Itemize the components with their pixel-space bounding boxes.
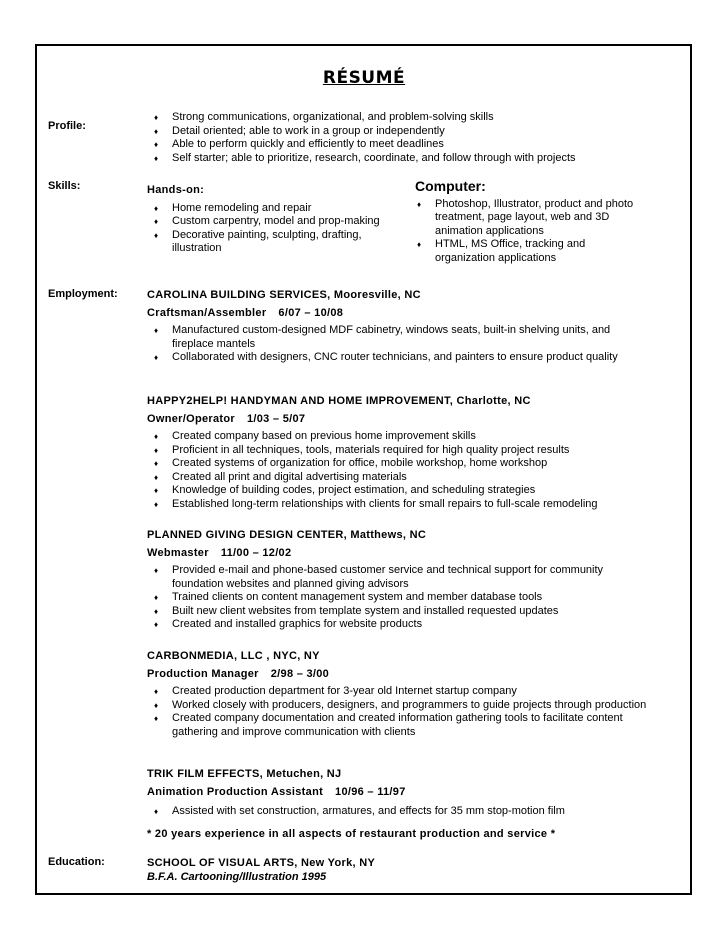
list-item: ♦ Created company based on previous home improvement skills — [147, 430, 647, 444]
job-entry — [147, 395, 647, 511]
job-dates: 6/07 – 10/08 — [278, 306, 344, 319]
list-item: ♦ Decorative painting, sculpting, drafting, illustration — [147, 229, 397, 256]
list-item: ♦ Able to perform quickly and efficiently to meet deadlines — [147, 138, 647, 152]
employment-label: Employment: — [48, 288, 118, 300]
list-item: ♦ Collaborated with designers, CNC router technicians, and painters to ensure product quality — [147, 351, 647, 365]
job-role — [147, 668, 647, 682]
list-item: ♦ HTML, MS Office, tracking and organization applications — [410, 238, 635, 265]
list-item: ♦ Trained clients on content management system and member database tools — [147, 591, 647, 605]
list-item: ♦ Provided e-mail and phone-based customer service and technical support for community foundation websites and planned giving advisors — [147, 564, 647, 591]
role-title: Webmaster — [147, 546, 209, 559]
list-item: ♦ Created and installed graphics for website products — [147, 618, 647, 632]
list-item: ♦ Photoshop, Illustrator, product and photo treatment, page layout, web and 3D animation applications — [410, 198, 635, 239]
job-entry — [147, 650, 647, 739]
job-role — [147, 413, 647, 427]
company-name: HAPPY2HELP! HANDYMAN AND HOME IMPROVEMENT, Charlotte, NC — [147, 395, 531, 407]
profile-section — [147, 111, 647, 165]
list-item: ♦ Created company documentation and created information gathering tools to facilitate content gathering and improve communication with clients — [147, 712, 647, 739]
list-item: ♦ Proficient in all techniques, tools, materials required for high quality project results — [147, 444, 647, 458]
job-role — [147, 547, 647, 561]
company-name: TRIK FILM EFFECTS, Metuchen, NJ — [147, 768, 342, 780]
job-dates: 1/03 – 5/07 — [246, 412, 306, 425]
role-title: Production Manager — [147, 667, 259, 680]
job-entry — [147, 289, 647, 365]
list-item: ♦ Home remodeling and repair — [147, 202, 397, 216]
role-title: Owner/Operator — [147, 412, 235, 425]
company-name: CAROLINA BUILDING SERVICES, Mooresville, NC — [147, 289, 421, 301]
education-label: Education: — [48, 856, 105, 868]
handson-heading: Hands-on: — [147, 184, 205, 196]
degree: B.F.A. Cartooning/Illustration 1995 — [147, 870, 327, 883]
job-entry — [147, 768, 647, 819]
list-item: ♦ Created systems of organization for office, mobile workshop, home workshop — [147, 457, 647, 471]
list-item: ♦ Manufactured custom-designed MDF cabinetry, windows seats, built-in shelving units, and fireplace mantels — [147, 324, 647, 351]
job-role — [147, 307, 647, 321]
list-item: ♦ Created production department for 3-year old Internet startup company — [147, 685, 647, 699]
education-entry — [147, 857, 647, 884]
role-title: Animation Production Assistant — [147, 785, 324, 798]
school-name: SCHOOL OF VISUAL ARTS, New York, NY — [147, 857, 376, 869]
list-item: ♦ Created all print and digital advertising materials — [147, 471, 647, 485]
job-role — [147, 786, 647, 800]
skills-handson — [147, 184, 397, 256]
restaurant-note: * 20 years experience in all aspects of restaurant production and service * — [147, 828, 556, 840]
job-entry — [147, 529, 647, 632]
company-name: PLANNED GIVING DESIGN CENTER, Matthews, NC — [147, 529, 427, 541]
profile-label: Profile: — [48, 120, 86, 132]
list-item: ♦ Strong communications, organizational, and problem-solving skills — [147, 111, 647, 125]
job-dates: 10/96 – 11/97 — [335, 785, 406, 798]
job-dates: 2/98 – 3/00 — [270, 667, 330, 680]
skills-label: Skills: — [48, 180, 81, 192]
job-dates: 11/00 – 12/02 — [220, 546, 292, 559]
list-item: ♦ Built new client websites from template system and installed requested updates — [147, 605, 647, 619]
computer-heading: Computer: — [415, 178, 486, 194]
list-item: ♦ Assisted with set construction, armatures, and effects for 35 mm stop-motion film — [147, 805, 647, 819]
page-title: RÉSUMÉ — [322, 68, 406, 88]
list-item: ♦ Established long-term relationships with clients for small repairs to full-scale remodeling — [147, 498, 647, 512]
list-item: ♦ Worked closely with producers, designers, and programmers to guide projects through production — [147, 699, 647, 713]
role-title: Craftsman/Assembler — [147, 306, 267, 319]
list-item: ♦ Detail oriented; able to work in a group or independently — [147, 125, 647, 139]
list-item: ♦ Self starter; able to prioritize, research, coordinate, and follow through with projects — [147, 152, 647, 166]
skills-computer — [410, 180, 635, 265]
list-item: ♦ Custom carpentry, model and prop-making — [147, 215, 397, 229]
list-item: ♦ Knowledge of building codes, project estimation, and scheduling strategies — [147, 484, 647, 498]
company-name: CARBONMEDIA, LLC , NYC, NY — [147, 650, 320, 662]
